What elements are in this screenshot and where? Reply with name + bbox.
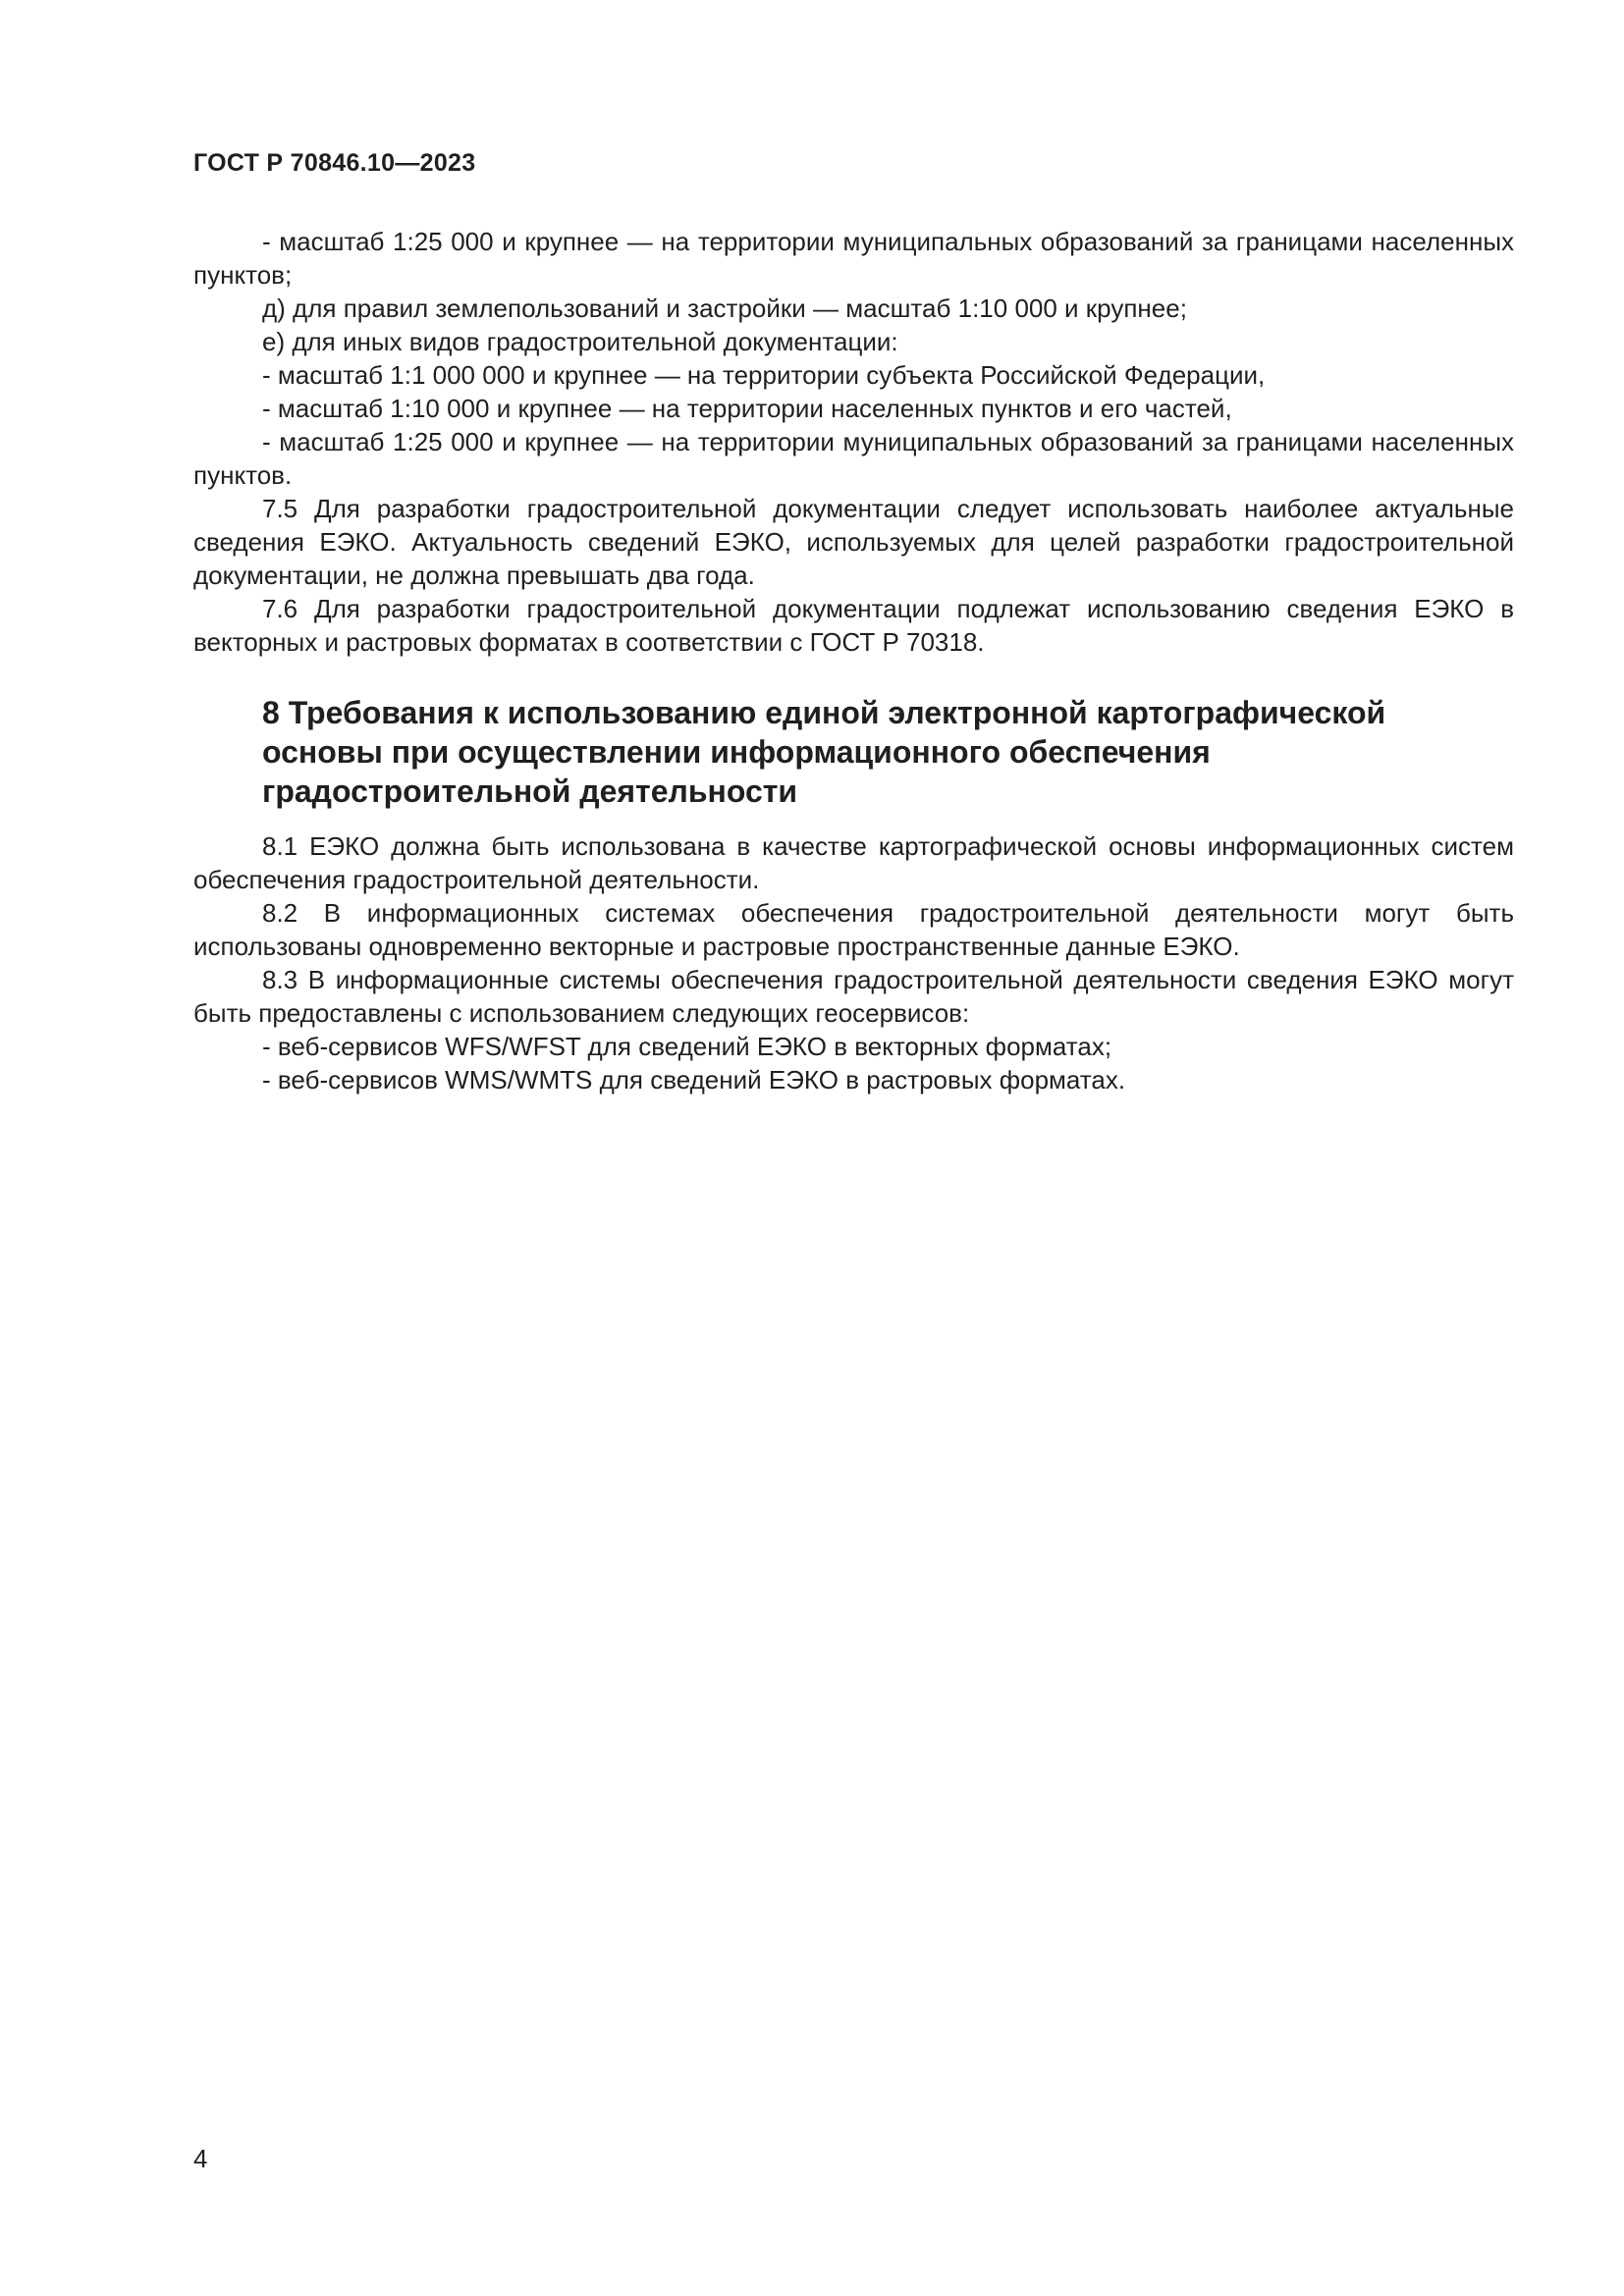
paragraph: е) для иных видов градостроительной документации: — [262, 327, 898, 356]
paragraph: - веб-сервисов WFS/WFST для сведений ЕЭКО в векторных форматах; — [262, 1032, 1112, 1061]
section-body — [193, 829, 1514, 1096]
paragraph: 8.3 В информационные системы обеспечения градостроительной деятельности сведения ЕЭКО могут быть предоставлены с использованием следующих геосервисов: — [193, 965, 1514, 1028]
section-title: 8 Требования к использованию единой электронной картографической основы при осуществлении информационного обеспечения градостроительной деятельности — [262, 695, 1386, 809]
paragraph: 8.1 ЕЭКО должна быть использована в качестве картографической основы информационных систем обеспечения градостроительной деятельности. — [193, 831, 1514, 894]
paragraph: д) для правил землепользований и застройки — масштаб 1:10 000 и крупнее; — [262, 294, 1187, 323]
document-header: ГОСТ Р 70846.10—2023 — [193, 149, 476, 177]
body-text — [193, 225, 1514, 659]
paragraph: - масштаб 1:25 000 и крупнее — на территории муниципальных образований за границами населенных пунктов; — [193, 227, 1514, 290]
page-number: 4 — [193, 2144, 208, 2173]
paragraph: 7.6 Для разработки градостроительной документации подлежат использованию сведения ЕЭКО в векторных и растровых форматах в соответствии с ГОСТ Р 70318. — [193, 594, 1514, 657]
paragraph: 8.2 В информационных системах обеспечения градостроительной деятельности могут быть использованы одновременно векторные и растровые пространственные данные ЕЭКО. — [193, 898, 1514, 961]
paragraph: 7.5 Для разработки градостроительной документации следует использовать наиболее актуальные сведения ЕЭКО. Актуальность сведений ЕЭКО, используемых для целей разработки градостроительной документации, не должна превышать два года. — [193, 494, 1514, 590]
paragraph: - масштаб 1:25 000 и крупнее — на территории муниципальных образований за границами населенных пунктов. — [193, 427, 1514, 490]
paragraph: - веб-сервисов WMS/WMTS для сведений ЕЭКО в растровых форматах. — [262, 1065, 1126, 1095]
paragraph: - масштаб 1:10 000 и крупнее — на территории населенных пунктов и его частей, — [262, 394, 1232, 423]
paragraph: - масштаб 1:1 000 000 и крупнее — на территории субъекта Российской Федерации, — [262, 360, 1266, 390]
